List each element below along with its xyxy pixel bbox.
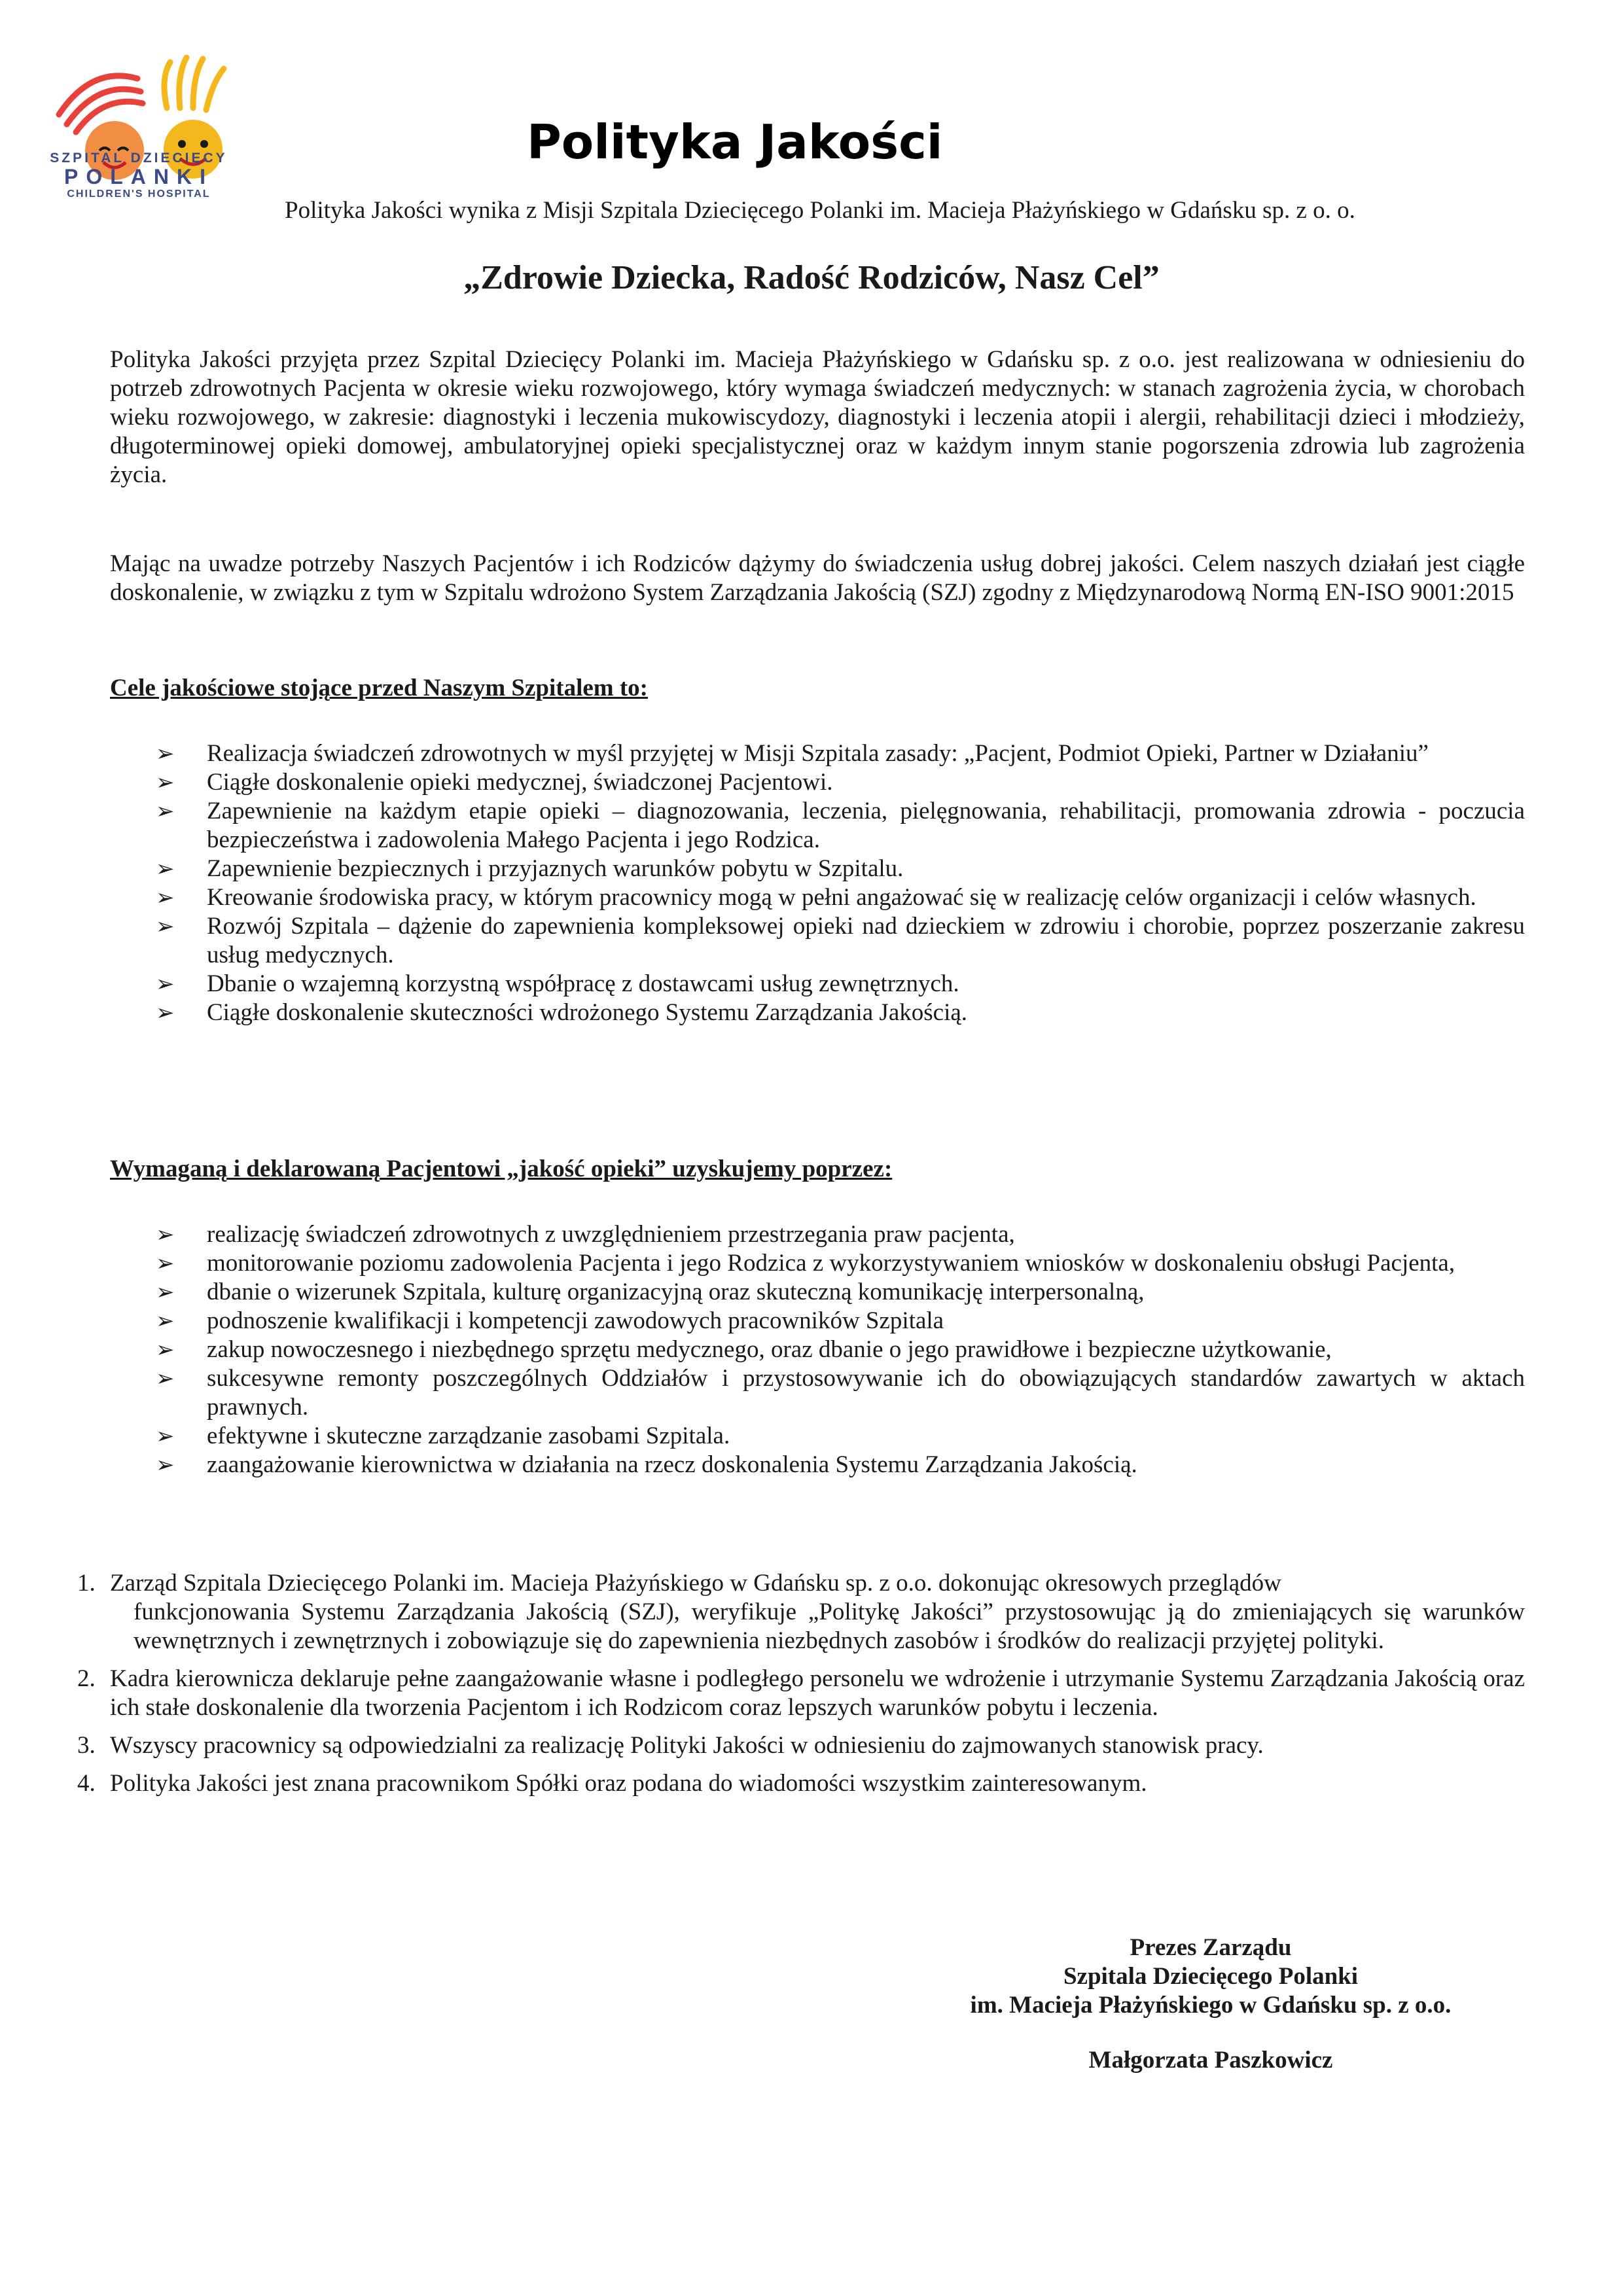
list-item-text: zakup nowoczesnego i niezbędnego sprzętu medycznego, oraz dbanie o jego prawidłowe i bezpieczne użytkowanie, xyxy=(207,1336,1332,1363)
item-text: Kadra kierownicza deklaruje pełne zaangażowanie własne i podległego personelu we wdrożenie i utrzymanie Systemu Zarządzania Jakością oraz ich stałe doskonalenie dla tworzenia Pacjentom i ich Rodzicom coraz lepszych warunków pobytu i leczenia. xyxy=(110,1665,1525,1721)
arrow-bullet-icon: ➢ xyxy=(156,1337,175,1363)
arrow-bullet-icon: ➢ xyxy=(156,913,175,940)
logo-text-line3: CHILDREN'S HOSPITAL xyxy=(67,188,211,200)
list-item-text: Ciągłe doskonalenie opieki medycznej, świadczonej Pacjentowi. xyxy=(207,769,833,796)
signature-block xyxy=(851,1934,1571,2075)
list-item xyxy=(110,1364,1525,1422)
arrow-bullet-icon: ➢ xyxy=(156,798,175,824)
numbered-item xyxy=(65,1769,1525,1798)
item-number: 4. xyxy=(77,1770,96,1797)
item-number: 1. xyxy=(77,1570,96,1597)
list-item-text: monitorowanie poziomu zadowolenia Pacjenta i jego Rodzica z wykorzystywaniem wniosków w doskonaleniu obsługi Pacjenta, xyxy=(207,1250,1455,1277)
goals-heading: Cele jakościowe stojące przed Naszym Szpitalem to: xyxy=(110,675,649,701)
paragraph-1: Polityka Jakości przyjęta przez Szpital Dziecięcy Polanki im. Macieja Płażyńskiego w Gdańsku sp. z o.o. jest realizowana w odniesieniu do potrzeb zdrowotnych Pacjenta w okresie wieku rozwojowego, który wymaga świadczeń medycznych: w stanach zagrożenia życia, w chorobach wieku rozwojowego, w zakresie: diagnostyki i leczenia mukowiscydozy, diagnostyki i leczenia atopii i alergii, rehabilitacji dzieci i młodzieży, długoterminowej opieki domowej, ambulatoryjnej opieki specjalistycznej oraz w każdym innym stanie pogorszenia zdrowia lub zagrożenia życia. xyxy=(110,346,1525,488)
arrow-bullet-icon: ➢ xyxy=(156,1222,175,1248)
list-item xyxy=(110,1220,1525,1249)
list-item xyxy=(110,970,1525,998)
list-item xyxy=(110,1278,1525,1307)
intro-line: Polityka Jakości wynika z Misji Szpitala Dziecięcego Polanki im. Macieja Płażyńskiego w Gdańsku sp. z o. o. xyxy=(285,197,1355,224)
arrow-bullet-icon: ➢ xyxy=(156,1366,175,1392)
arrow-bullet-icon: ➢ xyxy=(156,971,175,997)
numbered-list xyxy=(65,1569,1525,1807)
means-list xyxy=(110,1220,1525,1479)
list-item xyxy=(110,998,1525,1027)
list-item-text: Rozwój Szpitala – dążenie do zapewnienia kompleksowej opieki nad dzieckiem w zdrowiu i chorobie, poprzez poszerzanie zakresu usług medycznych. xyxy=(207,913,1525,968)
arrow-bullet-icon: ➢ xyxy=(156,1308,175,1334)
list-item-text: efektywne i skuteczne zarządzanie zasobami Szpitala. xyxy=(207,1422,730,1449)
item-text-continued: funkcjonowania Systemu Zarządzania Jakością (SZJ), weryfikuje „Politykę Jakości” przystosowując ją do zmieniających się warunków wewnętrznych i zewnętrznych i zobowiązuje się do zapewnienia niezbędnych zasobów i środków do realizacji przyjętej polityki. xyxy=(134,1598,1525,1654)
list-item xyxy=(110,912,1525,970)
document-title: Polityka Jakości xyxy=(527,115,943,169)
list-item xyxy=(110,1422,1525,1451)
signatory-name: Małgorzata Paszkowicz xyxy=(1088,2047,1333,2074)
signature-title: Prezes Zarządu xyxy=(1130,1934,1292,1961)
list-item-text: Ciągłe doskonalenie skuteczności wdrożonego Systemu Zarządzania Jakością. xyxy=(207,999,968,1026)
logo-text-line2: POLANKI xyxy=(64,165,213,188)
list-item-text: Realizacja świadczeń zdrowotnych w myśl przyjętej w Misji Szpitala zasady: „Pacjent, Podmiot Opieki, Partner w Działaniu” xyxy=(207,740,1429,767)
numbered-item xyxy=(65,1731,1525,1760)
list-item-text: realizację świadczeń zdrowotnych z uwzględnieniem przestrzegania praw pacjenta, xyxy=(207,1221,1015,1248)
motto: „Zdrowie Dziecka, Radość Rodziców, Nasz Cel” xyxy=(463,259,1160,296)
arrow-bullet-icon: ➢ xyxy=(156,1452,175,1478)
item-number: 3. xyxy=(77,1732,96,1759)
item-number: 2. xyxy=(77,1665,96,1692)
list-item-text: Kreowanie środowiska pracy, w którym pracownicy mogą w pełni angażować się w realizację celów organizacji i celów własnych. xyxy=(207,884,1476,911)
list-item xyxy=(110,768,1525,797)
list-item-text: Zapewnienie na każdym etapie opieki – diagnozowania, leczenia, pielęgnowania, rehabilitacji, promowania zdrowia - poczucia bezpieczeństwa i zadowolenia Małego Pacjenta i jego Rodzica. xyxy=(207,798,1525,853)
list-item xyxy=(110,1335,1525,1364)
signature-org: Szpitala Dziecięcego Polanki xyxy=(1063,1963,1359,1990)
arrow-bullet-icon: ➢ xyxy=(156,1000,175,1026)
list-item-text: podnoszenie kwalifikacji i kompetencji zawodowych pracowników Szpitala xyxy=(207,1307,944,1334)
logo-text-line1: SZPITAL DZIECIĘCY xyxy=(50,150,228,166)
means-heading: Wymaganą i deklarowaną Pacjentowi „jakość opieki” uzyskujemy poprzez: xyxy=(110,1156,893,1182)
numbered-item xyxy=(65,1665,1525,1722)
arrow-bullet-icon: ➢ xyxy=(156,1423,175,1449)
list-item-text: sukcesywne remonty poszczególnych Oddziałów i przystosowywanie ich do obowiązujących standardów zawartych w aktach prawnych. xyxy=(207,1365,1525,1421)
item-text: Polityka Jakości jest znana pracownikom Spółki oraz podana do wiadomości wszystkim zainteresowanym. xyxy=(110,1770,1147,1797)
goals-list xyxy=(110,739,1525,1027)
numbered-item xyxy=(65,1569,1525,1655)
list-item-text: dbanie o wizerunek Szpitala, kulturę organizacyjną oraz skuteczną komunikację interpersonalną, xyxy=(207,1279,1145,1305)
arrow-bullet-icon: ➢ xyxy=(156,885,175,911)
list-item-text: Dbanie o wzajemną korzystną współpracę z dostawcami usług zewnętrznych. xyxy=(207,970,959,997)
paragraph-2: Mając na uwadze potrzeby Naszych Pacjentów i ich Rodziców dążymy do świadczenia usług dobrej jakości. Celem naszych działań jest ciągłe doskonalenie, w związku z tym w Szpitalu wdrożono System Zarządzania Jakością (SZJ) zgodny z Międzynarodową Normą EN-ISO 9001:2015 xyxy=(110,550,1525,606)
list-item-text: zaangażowanie kierownictwa w działania na rzecz doskonalenia Systemu Zarządzania Jakością. xyxy=(207,1451,1137,1478)
list-item xyxy=(110,1307,1525,1335)
list-item xyxy=(110,1249,1525,1278)
list-item xyxy=(110,739,1525,768)
item-text: Wszyscy pracownicy są odpowiedzialni za realizację Polityki Jakości w odniesieniu do zajmowanych stanowisk pracy. xyxy=(110,1732,1264,1759)
signature-org-detail: im. Macieja Płażyńskiego w Gdańsku sp. z o.o. xyxy=(970,1992,1452,2019)
list-item xyxy=(110,797,1525,855)
list-item xyxy=(110,855,1525,883)
arrow-bullet-icon: ➢ xyxy=(156,769,175,796)
list-item-text: Zapewnienie bezpiecznych i przyjaznych warunków pobytu w Szpitalu. xyxy=(207,855,904,882)
arrow-bullet-icon: ➢ xyxy=(156,741,175,767)
item-text: Zarząd Szpitala Dziecięcego Polanki im. Macieja Płażyńskiego w Gdańsku sp. z o.o. dokonując okresowych przeglądów xyxy=(110,1570,1281,1597)
arrow-bullet-icon: ➢ xyxy=(156,1250,175,1277)
list-item xyxy=(110,883,1525,912)
arrow-bullet-icon: ➢ xyxy=(156,1279,175,1305)
list-item xyxy=(110,1451,1525,1479)
arrow-bullet-icon: ➢ xyxy=(156,856,175,882)
